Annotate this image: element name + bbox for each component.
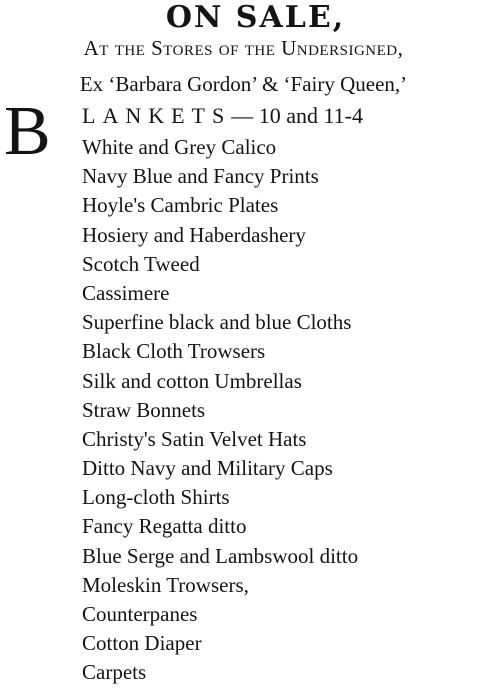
list-item: Fancy Regatta ditto	[82, 514, 247, 539]
list-item: Scotch Tweed	[82, 251, 200, 276]
list-item: Straw Bonnets	[82, 397, 206, 422]
list-item: Moleskin Trowsers,	[82, 572, 249, 597]
list-item: Hosiery and Haberdashery	[82, 222, 306, 247]
list-item: White and Grey Calico	[82, 135, 277, 159]
drop-cap: B	[4, 93, 51, 170]
list-item: Carpets	[82, 660, 147, 685]
list-item: Silk and cotton Umbrellas	[82, 368, 302, 393]
list-item: Blue Serge and Lambswool ditto	[82, 543, 359, 568]
list-item: Counterpanes	[82, 602, 198, 626]
first-item-caps: LANKETS	[82, 103, 232, 128]
ad-heading: ON SALE,	[165, 0, 346, 35]
list-item: Cotton Diaper	[82, 631, 202, 656]
list-item: Cassimere	[82, 280, 170, 305]
list-item: Black Cloth Trowsers	[82, 339, 266, 364]
stores-line: At the Stores of the Undersigned,	[83, 36, 404, 60]
first-item-line	[82, 102, 363, 130]
list-item: Christy's Satin Velvet Hats	[82, 426, 307, 451]
goods-list	[82, 133, 358, 688]
list-item: Superfine black and blue Cloths	[82, 310, 352, 335]
list-item: Ditto Navy and Military Caps	[82, 456, 333, 481]
list-item: Hoyle's Cambric Plates	[82, 193, 279, 218]
list-item: Long-cloth Shirts	[82, 485, 230, 510]
ships-line: Ex ‘Barbara Gordon’ & ‘Fairy Queen,’	[79, 72, 408, 96]
list-item: Navy Blue and Fancy Prints	[82, 164, 319, 189]
first-item-suffix: — 10 and 11-4	[231, 103, 363, 128]
